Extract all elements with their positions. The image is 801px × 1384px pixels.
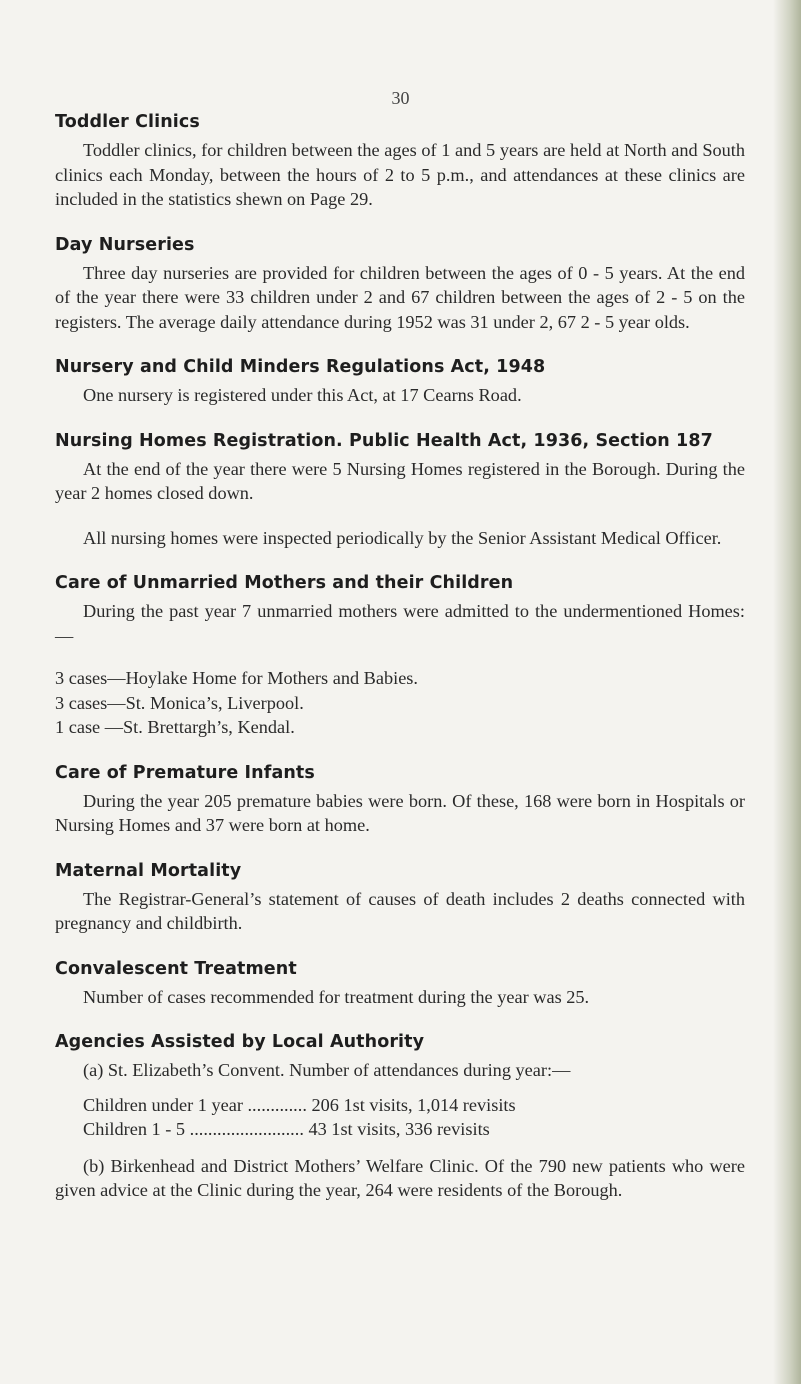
homes-list (55, 666, 745, 740)
section-heading: Toddler Clinics (55, 112, 200, 132)
section-unmarried-mothers (55, 573, 745, 740)
section-nursery-child-minders (55, 357, 745, 408)
section-heading: Maternal Mortality (55, 860, 242, 881)
paragraph: The Registrar-General’s statement of causes of death includes 2 deaths connected with pregnancy and childbirth. (55, 888, 745, 933)
list-item: 3 cases—St. Monica’s, Liverpool. (55, 692, 304, 713)
paragraph: (a) St. Elizabeth’s Convent. Number of attendances during year:— (83, 1060, 571, 1080)
section-heading: Agencies Assisted by Local Authority (55, 1032, 425, 1052)
spacer (55, 506, 745, 526)
section-heading: Day Nurseries (55, 234, 195, 255)
stats-row: Children under 1 year ............. 206 1st visits, 1,014 revisits (83, 1094, 516, 1115)
section-heading: Nursery and Child Minders Regulations Act, 1948 (55, 357, 546, 377)
list-item: 3 cases—Hoylake Home for Mothers and Babies. (55, 668, 418, 688)
section-toddler-clinics (55, 112, 745, 212)
stats-row: Children 1 - 5 ......................... 43 1st visits, 336 revisits (83, 1119, 490, 1139)
paragraph: During the past year 7 unmarried mothers were admitted to the undermentioned Homes:— (55, 601, 745, 646)
section-agencies (55, 1032, 745, 1203)
section-nursing-homes (55, 431, 745, 551)
paragraph: During the year 205 premature babies were born. Of these, 168 were born in Hospitals or Nursing Homes and 37 were born at home. (55, 790, 745, 835)
section-premature-infants (55, 763, 745, 838)
page-number: 30 (391, 88, 410, 108)
paragraph: Toddler clinics, for children between the ages of 1 and 5 years are held at North and South clinics each Monday, between the hours of 2 to 5 p.m., and attendances at these clinics are included in the statistics shewn on Page 29. (55, 140, 745, 209)
paragraph: At the end of the year there were 5 Nursing Homes registered in the Borough. During the year 2 homes closed down. (55, 458, 745, 503)
section-convalescent-treatment (55, 959, 745, 1010)
paragraph: Number of cases recommended for treatment during the year was 25. (83, 986, 590, 1007)
section-maternal-mortality (55, 861, 745, 936)
page-edge-shadow (773, 0, 801, 1384)
paragraph: (b) Birkenhead and District Mothers’ Welfare Clinic. Of the 790 new patients who were given advice at the Clinic during the year, 264 were residents of the Borough. (55, 1155, 745, 1200)
section-heading: Care of Unmarried Mothers and their Children (55, 573, 514, 593)
section-heading: Nursing Homes Registration. Public Health Act, 1936, Section 187 (55, 430, 713, 451)
document-body (55, 88, 745, 1226)
section-heading: Convalescent Treatment (55, 958, 297, 979)
paragraph: One nursery is registered under this Act, at 17 Cearns Road. (83, 385, 522, 405)
section-day-nurseries (55, 235, 745, 335)
list-item: 1 case —St. Brettargh’s, Kendal. (55, 717, 295, 737)
paragraph: Three day nurseries are provided for children between the ages of 0 - 5 years. At the end of the year there were 33 children under 2 and 67 children between the ages of 2 - 5 on the registers. The average daily attendance during 1952 was 31 under 2, 67 2 - 5 year olds. (55, 262, 745, 332)
attendance-stats (83, 1093, 745, 1142)
section-heading: Care of Premature Infants (55, 762, 315, 783)
paragraph: All nursing homes were inspected periodically by the Senior Assistant Medical Officer. (83, 527, 722, 548)
